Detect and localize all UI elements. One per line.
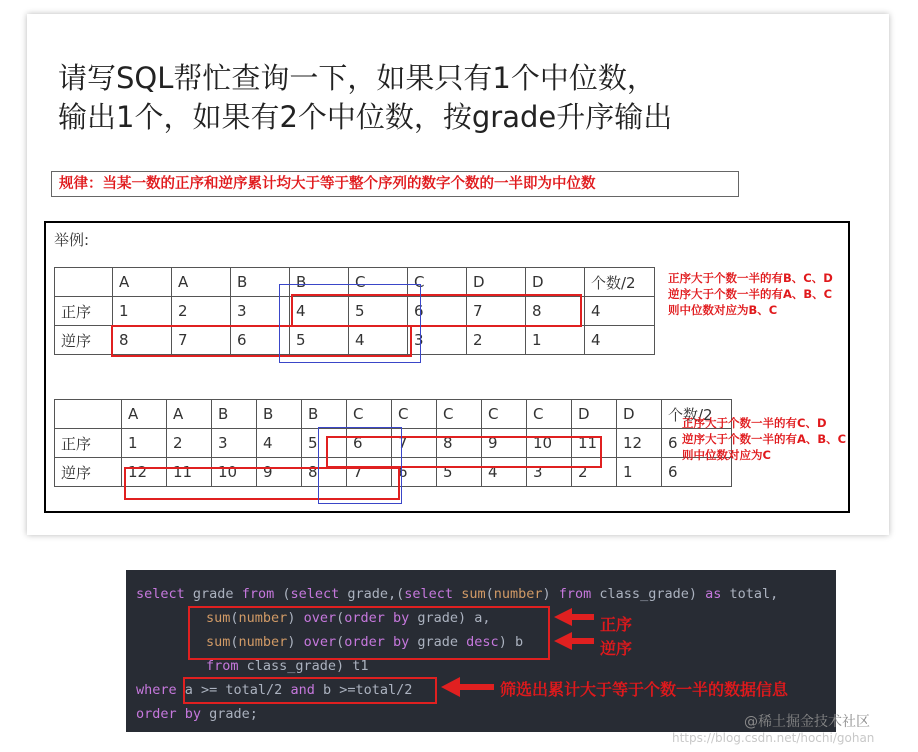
code-line-2: sum(number) over(order by grade) a, xyxy=(206,610,491,626)
table-row xyxy=(55,326,655,355)
table-cell: 5 xyxy=(290,326,349,355)
table-cell: 个数/2 xyxy=(662,400,732,429)
table-row xyxy=(55,458,732,487)
table-cell: C xyxy=(392,400,437,429)
example-label: 举例: xyxy=(54,231,90,249)
table-cell: 7 xyxy=(347,458,392,487)
table-cell: 5 xyxy=(437,458,482,487)
table-cell: 4 xyxy=(585,326,655,355)
table-cell: 3 xyxy=(527,458,572,487)
table-cell: 8 xyxy=(113,326,172,355)
table-cell: B xyxy=(302,400,347,429)
table-cell: 4 xyxy=(482,458,527,487)
code-line-1: select grade from (select grade,(select sum(number) from class_grade) as total, xyxy=(136,586,779,602)
question-line-2: 输出1个，如果有2个中位数，按grade升序输出 xyxy=(58,100,673,134)
note-line: 逆序大于个数一半的有A、B、C xyxy=(668,287,833,301)
note-table-2 xyxy=(682,415,846,463)
table-cell: 3 xyxy=(408,326,467,355)
table-cell: 2 xyxy=(572,458,617,487)
table-row xyxy=(55,429,732,458)
annotation-filter: 筛选出累计大于等于个数一半的数据信息 xyxy=(500,680,789,699)
table-cell: 2 xyxy=(167,429,212,458)
table-cell: 1 xyxy=(526,326,585,355)
note-line: 则中位数对应为C xyxy=(682,448,771,462)
table-cell: 11 xyxy=(167,458,212,487)
table-cell: 4 xyxy=(290,297,349,326)
table-cell: 6 xyxy=(231,326,290,355)
table-cell: 4 xyxy=(585,297,655,326)
table-cell xyxy=(55,268,113,297)
note-table-1 xyxy=(668,270,833,318)
code-line-6: order by grade; xyxy=(136,706,258,722)
table-cell: C xyxy=(437,400,482,429)
table-cell: A xyxy=(113,268,172,297)
table-cell: 2 xyxy=(467,326,526,355)
table-cell: C xyxy=(349,268,408,297)
example-table-2 xyxy=(54,399,732,487)
table-cell: 7 xyxy=(392,429,437,458)
annotation-asc: 正序 xyxy=(600,615,633,634)
table-cell: 6 xyxy=(408,297,467,326)
table-cell: 5 xyxy=(302,429,347,458)
annotation-arrows xyxy=(126,570,836,732)
table-cell: 正序 xyxy=(55,297,113,326)
table-cell: 8 xyxy=(526,297,585,326)
table-cell: D xyxy=(467,268,526,297)
table-cell: 12 xyxy=(617,429,662,458)
table-row xyxy=(55,297,655,326)
table-cell xyxy=(55,400,122,429)
table-cell: B xyxy=(290,268,349,297)
table-cell: 6 xyxy=(392,458,437,487)
table-cell: A xyxy=(167,400,212,429)
table-header-row xyxy=(55,268,655,297)
table-cell: 4 xyxy=(349,326,408,355)
table-cell: 7 xyxy=(467,297,526,326)
note-line: 则中位数对应为B、C xyxy=(668,303,778,317)
table-cell: 9 xyxy=(257,458,302,487)
annotation-desc: 逆序 xyxy=(600,639,633,658)
table-cell: A xyxy=(122,400,167,429)
table-cell: C xyxy=(527,400,572,429)
arrow-icon xyxy=(441,677,494,697)
table-cell: 6 xyxy=(662,429,732,458)
table-cell: 12 xyxy=(122,458,167,487)
table-cell: 1 xyxy=(617,458,662,487)
code-line-4: from class_grade) t1 xyxy=(206,658,369,674)
table-cell: 8 xyxy=(437,429,482,458)
table-cell: 1 xyxy=(122,429,167,458)
table-cell: 10 xyxy=(527,429,572,458)
example-box xyxy=(44,221,850,513)
table-cell: 11 xyxy=(572,429,617,458)
watermark-brand: @稀土掘金技术社区 xyxy=(744,714,870,730)
note-line: 逆序大于个数一半的有A、B、C xyxy=(682,432,847,446)
table-cell: 3 xyxy=(231,297,290,326)
table-cell: 10 xyxy=(212,458,257,487)
table-cell: 3 xyxy=(212,429,257,458)
table-cell: C xyxy=(408,268,467,297)
table-cell: 9 xyxy=(482,429,527,458)
table-cell: B xyxy=(212,400,257,429)
code-line-5: where a >= total/2 and b >=total/2 xyxy=(136,682,413,698)
arrow-icon xyxy=(554,632,594,650)
note-line: 正序大于个数一半的有C、D xyxy=(682,416,827,430)
example-table-1 xyxy=(54,267,655,355)
table-cell: 逆序 xyxy=(55,326,113,355)
watermark-url: https://blog.csdn.net/hochi/gohan xyxy=(672,731,875,745)
table-header-row xyxy=(55,400,732,429)
rule-box: 规律：当某一数的正序和逆序累计均大于等于整个序列的数字个数的一半即为中位数 xyxy=(51,171,739,197)
table-cell: 个数/2 xyxy=(585,268,655,297)
table-cell: 8 xyxy=(302,458,347,487)
question-line-1: 请写SQL帮忙查询一下，如果只有1个中位数， xyxy=(58,61,656,95)
arrow-icon xyxy=(554,608,594,626)
table-cell: 1 xyxy=(113,297,172,326)
table-cell: 6 xyxy=(662,458,732,487)
table-cell: D xyxy=(617,400,662,429)
table-cell: 7 xyxy=(172,326,231,355)
table-cell: 4 xyxy=(257,429,302,458)
table-cell: B xyxy=(231,268,290,297)
code-line-3: sum(number) over(order by grade desc) b xyxy=(206,634,524,650)
table-cell: A xyxy=(172,268,231,297)
table-cell: 逆序 xyxy=(55,458,122,487)
table-cell: C xyxy=(482,400,527,429)
table-cell: 2 xyxy=(172,297,231,326)
code-block xyxy=(126,570,836,732)
table-cell: B xyxy=(257,400,302,429)
table-cell: D xyxy=(572,400,617,429)
table-cell: 正序 xyxy=(55,429,122,458)
table-cell: 6 xyxy=(347,429,392,458)
table-cell: C xyxy=(347,400,392,429)
table-cell: 5 xyxy=(349,297,408,326)
note-line: 正序大于个数一半的有B、C、D xyxy=(668,271,833,285)
table-cell: D xyxy=(526,268,585,297)
